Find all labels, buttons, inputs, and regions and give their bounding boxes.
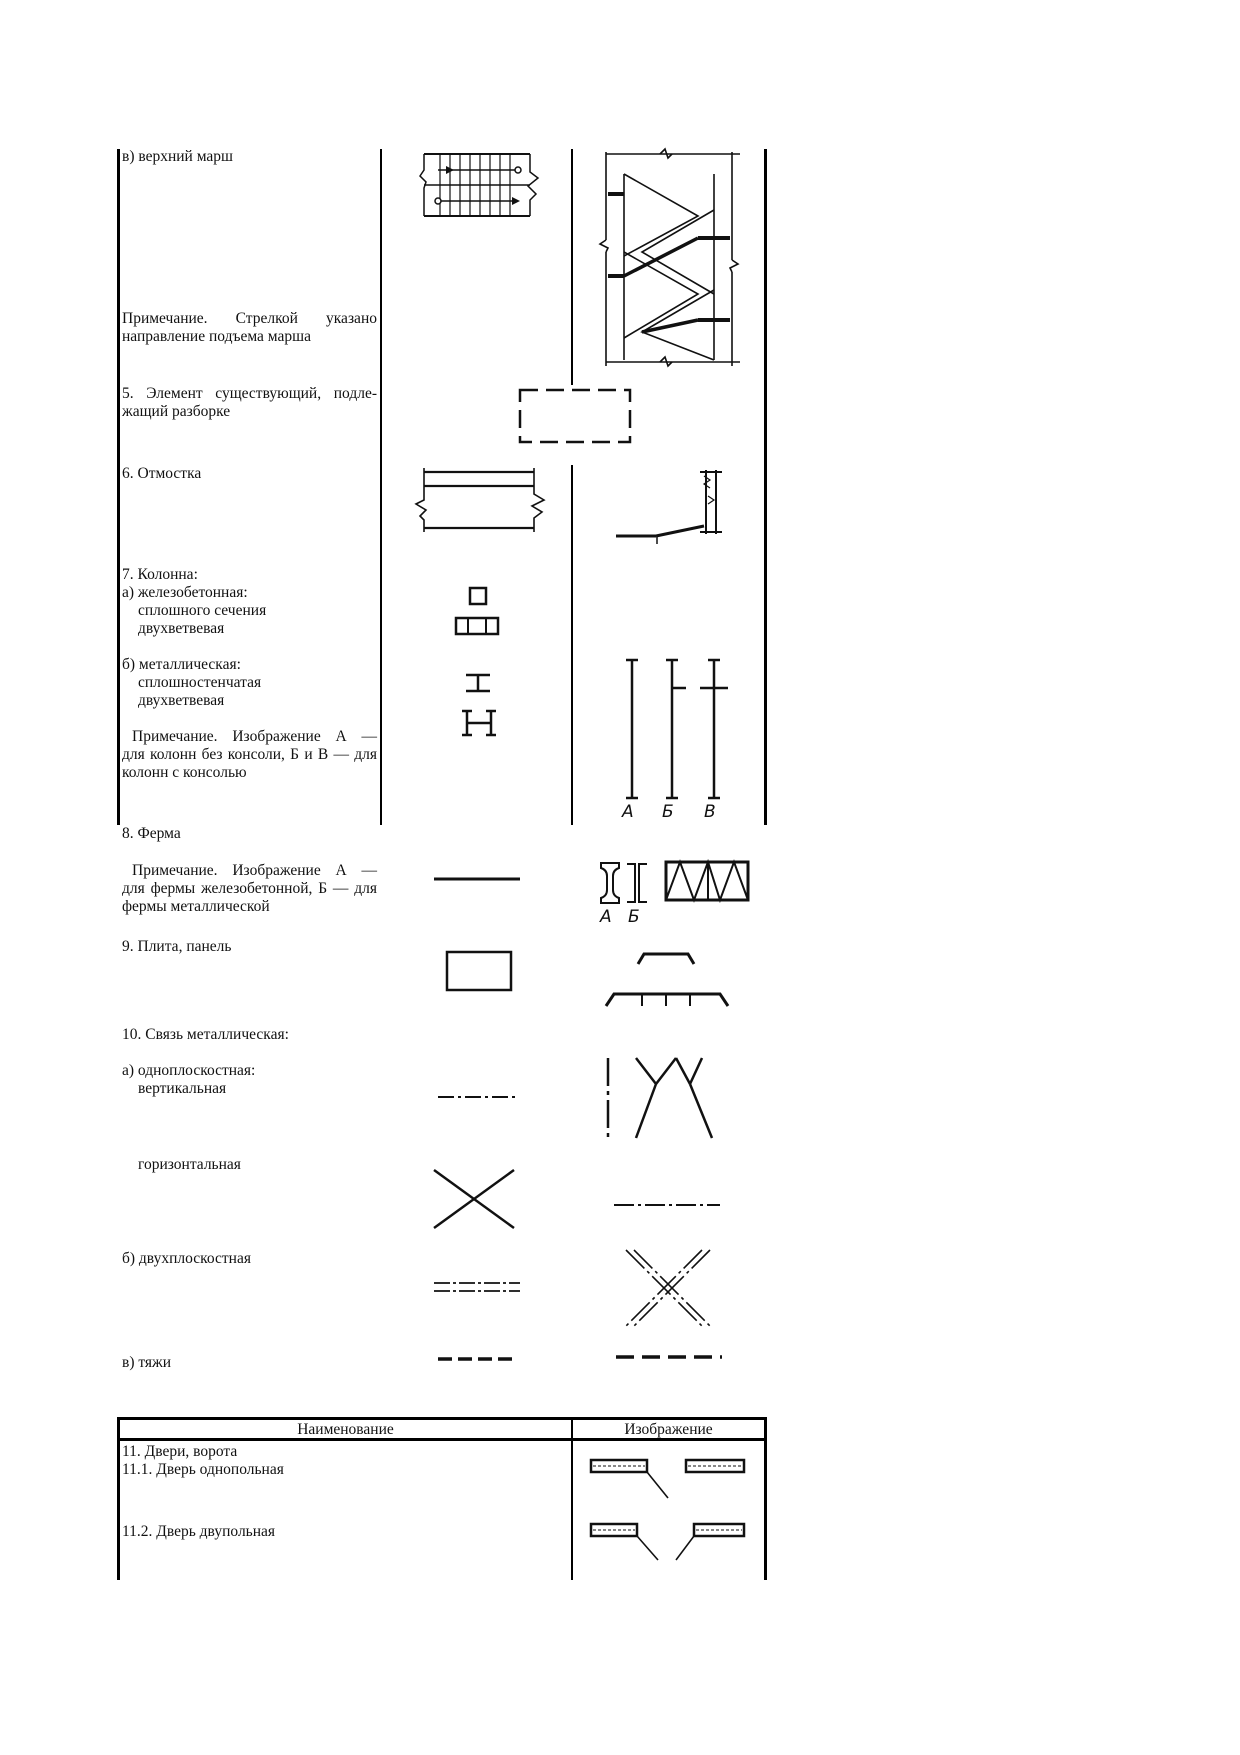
row10-a: а) одноплоскостная: xyxy=(122,1062,256,1079)
table2-header-image: Изображение xyxy=(624,1421,713,1438)
row5-line2: жащий разборке xyxy=(122,403,231,420)
row7-note-line2: для колонн без консоли, Б и В — для xyxy=(122,746,377,763)
column-label-v: В xyxy=(704,802,716,822)
row11-title: 11. Двери, ворота xyxy=(122,1443,238,1460)
table2-top-border xyxy=(117,1417,767,1420)
row10-title: 10. Связь металлическая: xyxy=(122,1026,289,1043)
row7-a: а) железобетонная: xyxy=(122,584,248,601)
upper-flight-plan-drawing xyxy=(420,150,550,230)
steel-column-double-branch-icon xyxy=(458,708,500,738)
row8-note-line2: для фермы железобетонной, Б — для xyxy=(122,880,377,897)
slab-plan-drawing xyxy=(444,948,514,994)
slab-section-small-drawing xyxy=(634,948,698,968)
brace-two-plane-plan-lines xyxy=(432,1278,522,1298)
brace-vertical-elevation-drawing xyxy=(600,1054,730,1142)
brace-vertical-plan-line xyxy=(436,1092,520,1102)
tie-rods-plan-line xyxy=(436,1354,520,1364)
row6-title: 6. Отмостка xyxy=(122,465,202,482)
row7-title: 7. Колонна: xyxy=(122,566,198,583)
column-elevation-a-drawing xyxy=(620,656,644,806)
table2-header-name: Наименование xyxy=(297,1421,394,1438)
element-to-demolish-drawing xyxy=(515,384,635,450)
row9-title: 9. Плита, панель xyxy=(122,938,232,955)
brace-horizontal-plan-drawing xyxy=(430,1166,520,1232)
truss-label-a: А xyxy=(600,907,612,927)
truss-label-b: Б xyxy=(628,907,640,927)
row10-b: б) двухплоскостная xyxy=(122,1250,251,1267)
column-elevation-v-drawing xyxy=(696,656,732,806)
table1-left-border xyxy=(117,149,120,825)
truss-section-a-icon xyxy=(598,860,622,906)
row8-note-line1: Примечание. Изображение А — xyxy=(132,862,377,879)
table1-col-divider-1 xyxy=(380,149,382,825)
table2-col-divider xyxy=(571,1417,573,1580)
row-note-arrow-line1: Примечание. Стрелкой указано xyxy=(122,310,377,327)
row10-c: в) тяжи xyxy=(122,1354,172,1371)
row7-b1: сплошностенчатая xyxy=(138,674,262,691)
table1-right-border xyxy=(764,149,767,825)
row7-note-line1: Примечание. Изображение А — xyxy=(132,728,377,745)
upper-flight-section-drawing xyxy=(598,148,748,368)
column-label-b: Б xyxy=(662,802,674,822)
row10-a2: горизонтальная xyxy=(138,1156,241,1173)
double-leaf-door-drawing xyxy=(588,1520,748,1566)
truss-section-b-icon xyxy=(624,860,650,906)
table1-col-divider-2a xyxy=(571,149,573,385)
brace-two-plane-elevation-drawing xyxy=(620,1246,716,1332)
steel-column-solid-icon xyxy=(462,672,494,694)
table2-right-border xyxy=(764,1417,767,1580)
truss-plan-line xyxy=(432,874,522,884)
row11-2-title: 11.2. Дверь двупольная xyxy=(122,1523,276,1540)
table1-col-divider-2b xyxy=(571,465,573,825)
row7-b2: двухветвевая xyxy=(138,692,225,709)
slab-section-ribbed-drawing xyxy=(602,986,732,1012)
row-upper-flight: в) верхний марш xyxy=(122,148,233,165)
row8-note-line3: фермы металлической xyxy=(122,898,270,915)
blind-area-plan-drawing xyxy=(414,464,554,540)
truss-elevation-drawing xyxy=(662,858,752,904)
rc-column-double-branch-icon xyxy=(452,614,502,638)
column-elevation-b-drawing xyxy=(660,656,690,806)
rc-column-solid-icon xyxy=(466,584,490,608)
row10-a1: вертикальная xyxy=(138,1080,227,1097)
row7-b: б) металлическая: xyxy=(122,656,241,673)
row7-note-line3: колонн с консолью xyxy=(122,764,247,781)
single-leaf-door-drawing xyxy=(588,1456,748,1502)
row11-1-title: 11.1. Дверь однопольная xyxy=(122,1461,284,1478)
row7-a2: двухветвевая xyxy=(138,620,225,637)
row-note-arrow-line2: направление подъема марша xyxy=(122,328,311,345)
row7-a1: сплошного сечения xyxy=(138,602,267,619)
row5-line1: 5. Элемент существующий, подле- xyxy=(122,385,377,402)
table2-left-border xyxy=(117,1417,120,1580)
brace-horizontal-elevation-line xyxy=(612,1200,722,1210)
blind-area-section-drawing xyxy=(612,466,732,546)
row8-title: 8. Ферма xyxy=(122,825,181,842)
tie-rods-elevation-line xyxy=(614,1352,724,1362)
column-label-a: А xyxy=(622,802,634,822)
